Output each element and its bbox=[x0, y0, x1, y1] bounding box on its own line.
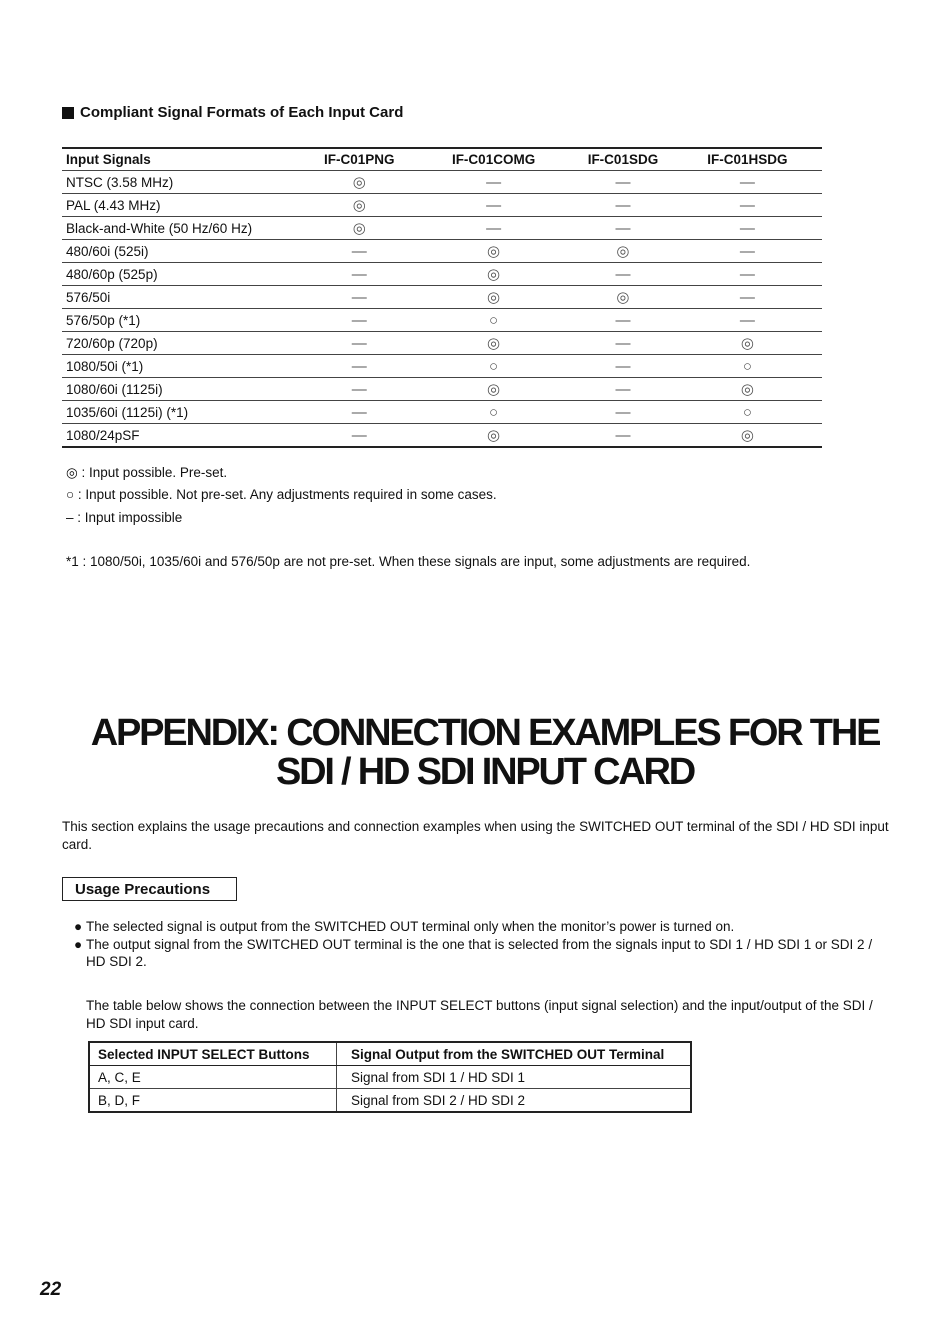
table-cell: — bbox=[573, 332, 673, 355]
appendix-title-line2: SDI / HD SDI INPUT CARD bbox=[275, 751, 695, 793]
table-cell: — bbox=[573, 171, 673, 194]
table-cell: — bbox=[573, 355, 673, 378]
table-cell: — bbox=[305, 355, 415, 378]
table-cell: ◎ bbox=[673, 332, 822, 355]
section-heading-text: Compliant Signal Formats of Each Input Card bbox=[80, 104, 404, 121]
table-cell: — bbox=[573, 401, 673, 424]
table-cell: — bbox=[573, 194, 673, 217]
table-cell: 576/50p (*1) bbox=[62, 309, 305, 332]
bullet-icon: ● bbox=[74, 937, 83, 952]
table-row bbox=[62, 286, 822, 309]
legend-impossible: – : Input impossible bbox=[66, 510, 183, 525]
table-cell: — bbox=[305, 378, 415, 401]
table-row bbox=[62, 171, 822, 194]
table-cell: — bbox=[414, 171, 573, 194]
table-row bbox=[62, 263, 822, 286]
table-row bbox=[62, 424, 822, 448]
intro-paragraph: This section explains the usage precautions and connection examples when using the SWITCHED OUT terminal of the SDI / HD SDI input card. bbox=[62, 819, 889, 852]
table-cell: ◎ bbox=[414, 240, 573, 263]
column-header: IF-C01COMG bbox=[414, 148, 573, 171]
table-cell: — bbox=[305, 286, 415, 309]
table-cell: A, C, E bbox=[89, 1066, 337, 1089]
table-cell: 480/60p (525p) bbox=[62, 263, 305, 286]
table-cell: ○ bbox=[414, 401, 573, 424]
table-row bbox=[89, 1066, 691, 1089]
table-cell: — bbox=[573, 424, 673, 448]
bullet-item: ● The selected signal is output from the SWITCHED OUT terminal only when the monitor’s power is turned on. bbox=[74, 919, 735, 934]
table-cell: ◎ bbox=[414, 378, 573, 401]
table-cell: — bbox=[305, 424, 415, 448]
table-cell: NTSC (3.58 MHz) bbox=[62, 171, 305, 194]
table-cell: — bbox=[305, 240, 415, 263]
table-cell: — bbox=[573, 263, 673, 286]
column-header: Signal Output from the SWITCHED OUT Terminal bbox=[337, 1042, 692, 1066]
bullet-icon: ● bbox=[74, 919, 83, 934]
column-header: IF-C01PNG bbox=[305, 148, 415, 171]
table-row bbox=[89, 1089, 691, 1113]
table-row bbox=[62, 401, 822, 424]
table-cell: 576/50i bbox=[62, 286, 305, 309]
table-row bbox=[62, 309, 822, 332]
table-cell: — bbox=[673, 194, 822, 217]
table-cell: Signal from SDI 2 / HD SDI 2 bbox=[337, 1089, 692, 1113]
table-cell: ◎ bbox=[673, 424, 822, 448]
table-cell: PAL (4.43 MHz) bbox=[62, 194, 305, 217]
table-cell: — bbox=[673, 171, 822, 194]
table-cell: — bbox=[414, 217, 573, 240]
table-row bbox=[62, 194, 822, 217]
table-cell: ◎ bbox=[414, 286, 573, 309]
table-cell: — bbox=[673, 240, 822, 263]
table-cell: — bbox=[673, 217, 822, 240]
table-cell: Signal from SDI 1 / HD SDI 1 bbox=[337, 1066, 692, 1089]
table-cell: ○ bbox=[673, 401, 822, 424]
table-cell: ◎ bbox=[414, 332, 573, 355]
table-cell: — bbox=[673, 309, 822, 332]
table-cell: ◎ bbox=[305, 171, 415, 194]
usage-precautions-heading: Usage Precautions bbox=[62, 877, 237, 901]
table-cell: ◎ bbox=[305, 217, 415, 240]
column-header: IF-C01HSDG bbox=[673, 148, 822, 171]
page-number: 22 bbox=[40, 1279, 62, 1300]
table-cell: ○ bbox=[673, 355, 822, 378]
table-cell: ◎ bbox=[573, 240, 673, 263]
square-bullet-icon bbox=[62, 107, 74, 119]
table-cell: — bbox=[305, 263, 415, 286]
legend-not-preset: ○ : Input possible. Not pre-set. Any adjustments required in some cases. bbox=[66, 487, 497, 502]
table-cell: ◎ bbox=[673, 378, 822, 401]
table-cell: — bbox=[305, 332, 415, 355]
table-cell: 720/60p (720p) bbox=[62, 332, 305, 355]
table-cell: — bbox=[573, 309, 673, 332]
table-cell: Black-and-White (50 Hz/60 Hz) bbox=[62, 217, 305, 240]
table-cell: — bbox=[573, 217, 673, 240]
table-cell: ◎ bbox=[305, 194, 415, 217]
table-cell: — bbox=[414, 194, 573, 217]
footnote: *1 : 1080/50i, 1035/60i and 576/50p are not pre-set. When these signals are input, some adjustments are required. bbox=[66, 554, 751, 569]
legend-preset: ◎ : Input possible. Pre-set. bbox=[66, 465, 228, 480]
table-row bbox=[62, 378, 822, 401]
table-cell: ◎ bbox=[414, 263, 573, 286]
table-cell: — bbox=[673, 263, 822, 286]
table-cell: 1080/50i (*1) bbox=[62, 355, 305, 378]
table-cell: ○ bbox=[414, 355, 573, 378]
table-cell: 1035/60i (1125i) (*1) bbox=[62, 401, 305, 424]
table-intro: The table below shows the connection between the INPUT SELECT buttons (input signal selection) and the input/output of the SDI / HD SDI input card. bbox=[86, 998, 873, 1031]
table-cell: — bbox=[305, 401, 415, 424]
table-row bbox=[62, 332, 822, 355]
table-row bbox=[62, 217, 822, 240]
table-cell: B, D, F bbox=[89, 1089, 337, 1113]
bullet-item: ● The output signal from the SWITCHED OUT terminal is the one that is selected from the signals input to SDI 1 / HD SDI 1 or SDI 2 / HD SDI 2. bbox=[74, 937, 873, 969]
section-heading bbox=[62, 104, 403, 121]
table-cell: — bbox=[573, 378, 673, 401]
table-cell: 1080/24pSF bbox=[62, 424, 305, 448]
table-row bbox=[62, 355, 822, 378]
signal-formats-table bbox=[62, 147, 822, 448]
appendix-title-line1: APPENDIX: CONNECTION EXAMPLES FOR THE bbox=[90, 712, 880, 754]
column-header: Selected INPUT SELECT Buttons bbox=[89, 1042, 337, 1066]
table-cell: 480/60i (525i) bbox=[62, 240, 305, 263]
table-cell: ◎ bbox=[573, 286, 673, 309]
table-row bbox=[62, 240, 822, 263]
table-cell: — bbox=[673, 286, 822, 309]
table-cell: ○ bbox=[414, 309, 573, 332]
table-cell: ◎ bbox=[414, 424, 573, 448]
column-header: IF-C01SDG bbox=[573, 148, 673, 171]
column-header: Input Signals bbox=[62, 148, 305, 171]
table-cell: — bbox=[305, 309, 415, 332]
input-select-table bbox=[88, 1041, 692, 1113]
table-cell: 1080/60i (1125i) bbox=[62, 378, 305, 401]
